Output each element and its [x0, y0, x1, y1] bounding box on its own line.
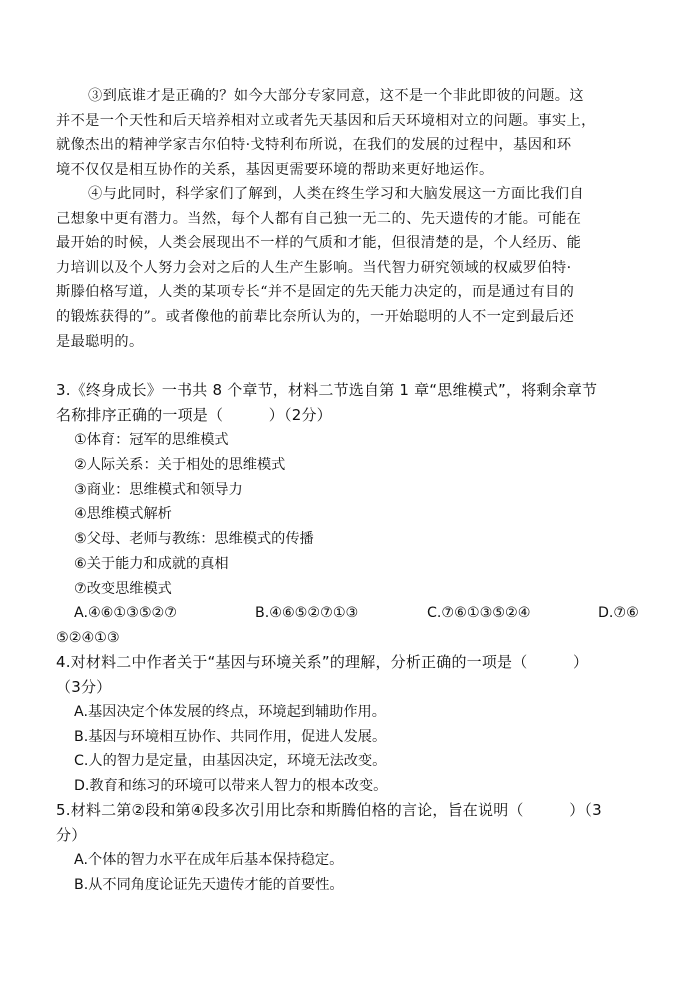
q3-item-5: ⑤父母、老师与教练：思维模式的传播 [74, 531, 314, 547]
q3-item-4: ④思维模式解析 [74, 506, 172, 522]
q3-item-3: ③商业：思维模式和领导力 [74, 482, 243, 498]
paragraph-line: ③到底谁才是正确的？如今大部分专家同意，这不是一个非此即彼的问题。这 [88, 88, 584, 104]
question-line: 4.对材料二中作者关于“基因与环境关系”的理解，分析正确的一项是（ ） [56, 653, 589, 671]
q3-item-2: ②人际关系：关于相处的思维模式 [74, 457, 286, 473]
paragraph-line: 境不仅仅是相互协作的关系，基因更需要环境的帮助来更好地运作。 [56, 161, 494, 178]
q3-choice-d-continued: ⑤②④①③ [56, 630, 120, 646]
passage-paragraph-4 [56, 182, 646, 354]
q5-option-b[interactable]: B.从不同角度论证先天遗传才能的首要性。 [74, 877, 344, 893]
q3-choice-a[interactable]: A.④⑥①③⑤②⑦ [74, 605, 177, 621]
question-4-stem [56, 650, 656, 699]
q4-option-b[interactable]: B.基因与环境相互协作、共同作用，促进人发展。 [74, 729, 387, 745]
question-line: 3.《终身成长》一书共 8 个章节，材料二节选自第 1 章“思维模式”，将剩余章节 [56, 381, 598, 399]
q5-option-a[interactable]: A.个体的智力水平在成年后基本保持稳定。 [74, 852, 344, 868]
question-line: 5.材料二第②段和第④段多次引用比奈和斯腾伯格的言论，旨在说明（ ）（3 [56, 801, 602, 819]
q4-option-c[interactable]: C.人的智力是定量，由基因决定，环境无法改变。 [74, 753, 387, 769]
paragraph-line: 己想象中更有潜力。当然，每个人都有自己独一无二的、先天遗传的才能。可能在 [56, 210, 582, 227]
q3-choice-c[interactable]: C.⑦⑥①③⑤②④ [427, 605, 531, 621]
question-5-stem [56, 798, 656, 847]
paragraph-line: 就像杰出的精神学家吉尔伯特·戈特利布所说，在我们的发展的过程中，基因和环 [56, 137, 572, 154]
passage-paragraph-3 [56, 84, 646, 182]
paragraph-line: 的锻炼获得的”。或者像他的前辈比奈所认为的，一开始聪明的人不一定到最后还 [56, 308, 575, 325]
q3-item-6: ⑥关于能力和成就的真相 [74, 556, 229, 572]
question-line: 名称排序正确的一项是（ ）（2分） [56, 405, 332, 424]
q3-item-1: ①体育：冠军的思维模式 [74, 432, 229, 448]
question-line: （3分） [56, 677, 112, 696]
q3-choice-d[interactable]: D.⑦⑥ [598, 605, 639, 621]
q3-item-7: ⑦改变思维模式 [74, 581, 172, 597]
q4-option-d[interactable]: D.教育和练习的环境可以带来人智力的根本改变。 [74, 778, 388, 794]
question-3-stem [56, 378, 656, 427]
paragraph-line: 斯滕伯格写道，人类的某项专长“并不是固定的先天能力决定的，而是通过有目的 [56, 284, 575, 301]
paragraph-line: 最开始的时候，人类会展现出不一样的气质和才能，但很清楚的是，个人经历、能 [56, 235, 582, 252]
paragraph-line: ④与此同时，科学家们了解到，人类在终生学习和大脑发展这一方面比我们自 [88, 186, 584, 202]
question-line: 分） [56, 825, 87, 844]
paragraph-line: 并不是一个天性和后天培养相对立或者先天基因和后天环境相对立的问题。事实上， [56, 112, 596, 129]
paragraph-line: 是最聪明的。 [56, 333, 144, 350]
q4-option-a[interactable]: A.基因决定个体发展的终点，环境起到辅助作用。 [74, 704, 386, 720]
paragraph-line: 力培训以及个人努力会对之后的人生产生影响。当代智力研究领域的权威罗伯特· [56, 259, 572, 276]
q3-choice-b[interactable]: B.④⑥⑤②⑦①③ [255, 605, 359, 621]
